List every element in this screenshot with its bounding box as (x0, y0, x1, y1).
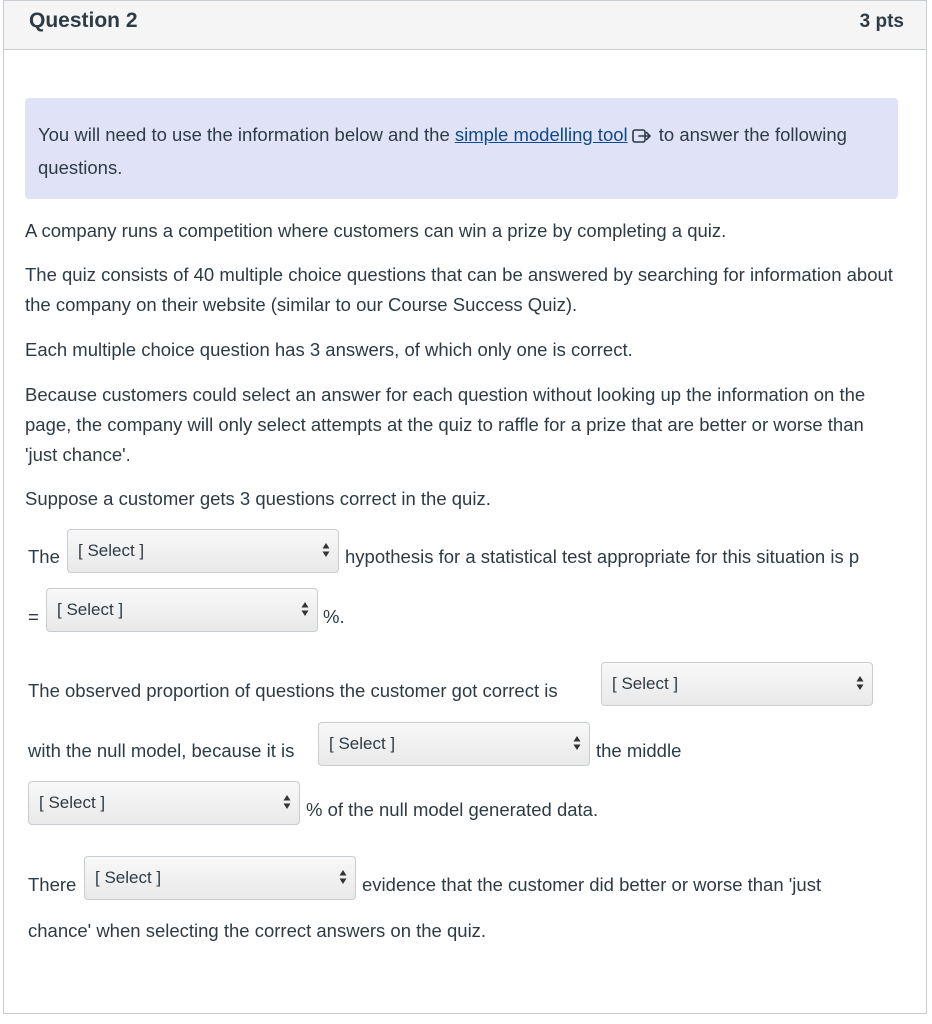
hypothesis-select-value: [ Select ] (78, 541, 145, 560)
blank2-label-after: %. (323, 606, 345, 627)
updown-arrow-icon (322, 542, 330, 558)
blank6-label-after: evidence that the customer did better or worse than 'just (362, 874, 822, 895)
updown-arrow-icon (283, 794, 291, 810)
blank6-label-continued: chance' when selecting the correct answers on the quiz. (28, 920, 487, 941)
external-link-icon[interactable] (632, 123, 652, 153)
blank2-label-before: = (28, 606, 39, 627)
inside-outside-select-value: [ Select ] (329, 734, 396, 753)
blank5-label-after: % of the null model generated data. (306, 799, 599, 820)
updown-arrow-icon (301, 601, 309, 617)
blank3-label-before: The observed proportion of questions the customer got correct is (28, 680, 558, 701)
middle-percent-select[interactable] (28, 781, 300, 825)
notice-text-after: to answer the following questions. (38, 124, 847, 178)
info-notice (25, 98, 898, 199)
modelling-tool-link[interactable]: simple modelling tool (454, 124, 628, 145)
blank1-label-before: The (28, 546, 60, 567)
consistency-select[interactable] (601, 662, 873, 706)
blank4-label-after: the middle (596, 740, 682, 761)
question-points: 3 pts (859, 11, 904, 32)
blank6-label-before: There (28, 874, 77, 895)
paragraph-1: A company runs a competition where customers can win a prize by completing a quiz. (25, 220, 727, 241)
inside-outside-select[interactable] (318, 722, 590, 766)
p-value-select-value: [ Select ] (57, 600, 124, 619)
updown-arrow-icon (339, 869, 347, 885)
p-value-select[interactable] (46, 588, 318, 632)
paragraph-5: Suppose a customer gets 3 questions correct in the quiz. (25, 488, 491, 509)
blank1-label-after: hypothesis for a statistical test appropriate for this situation is p (345, 546, 860, 567)
question-title: Question 2 (29, 9, 138, 32)
consistency-select-value: [ Select ] (612, 674, 679, 693)
hypothesis-select[interactable] (67, 529, 339, 573)
updown-arrow-icon (856, 675, 864, 691)
middle-percent-select-value: [ Select ] (39, 793, 106, 812)
evidence-select-value: [ Select ] (95, 868, 162, 887)
paragraph-2: The quiz consists of 40 multiple choice questions that can be answered by searching for information about the company on their website (similar to our Course Success Quiz). (25, 264, 893, 315)
notice-text-before: You will need to use the information below and the (38, 124, 455, 145)
evidence-select[interactable] (84, 856, 356, 900)
question-header (4, 1, 926, 50)
paragraph-4: Because customers could select an answer for each question without looking up the information on the page, the company will only select attempts at the quiz to raffle for a prize that are better or worse than 'just chance'. (25, 384, 866, 465)
blank4-label-before: with the null model, because it is (28, 740, 295, 761)
paragraph-3: Each multiple choice question has 3 answers, of which only one is correct. (25, 339, 633, 360)
updown-arrow-icon (573, 735, 581, 751)
